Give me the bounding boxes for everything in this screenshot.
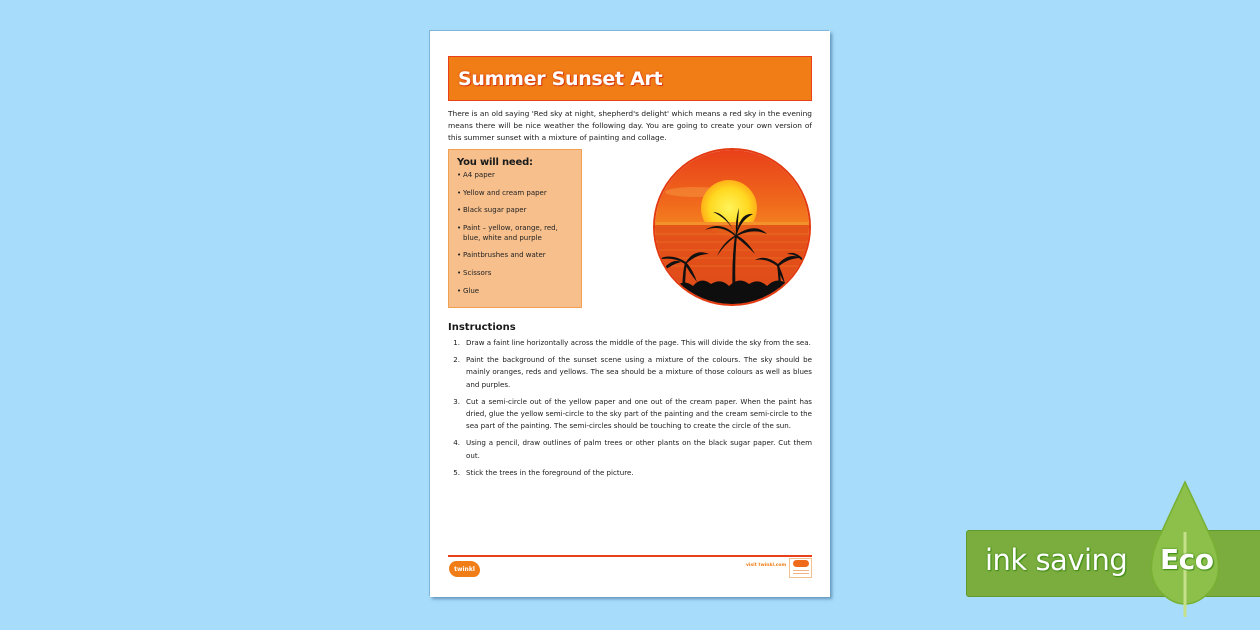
quality-badge-icon xyxy=(789,558,812,578)
page-title: Summer Sunset Art xyxy=(458,67,663,90)
instructions-list xyxy=(448,337,812,484)
you-will-need-box xyxy=(448,149,582,308)
needs-list xyxy=(457,170,573,296)
intro-paragraph: There is an old saying 'Red sky at night, shepherd's delight' which means a red sky in the evening means there will be nice weather the following day. You are going to create your own version of this summer sunset with a mixture of painting and collage. xyxy=(448,109,812,142)
instruction-step xyxy=(448,396,812,433)
step-text: Draw a faint line horizontally across the middle of the page. This will divide the sky from the sea. xyxy=(466,338,811,347)
sunset-palm-illustration xyxy=(655,150,809,304)
footer-divider xyxy=(448,555,812,557)
instruction-step xyxy=(448,354,812,391)
eco-label: Eco xyxy=(1160,543,1214,576)
needs-item: • Paintbrushes and water xyxy=(457,250,573,260)
ink-saving-label: ink saving xyxy=(985,543,1128,577)
needs-item: • Yellow and cream paper xyxy=(457,188,573,198)
instructions-heading: Instructions xyxy=(448,322,516,333)
step-number: 1. xyxy=(453,338,460,347)
needs-item: • A4 paper xyxy=(457,170,573,180)
step-number: 2. xyxy=(453,355,460,365)
step-number: 4. xyxy=(453,438,460,448)
step-number: 5. xyxy=(453,467,460,477)
step-text: Stick the trees in the foreground of the picture. xyxy=(466,467,634,477)
footer-url: visit twinkl.com xyxy=(746,563,787,568)
needs-heading: You will need: xyxy=(457,157,533,168)
step-number: 3. xyxy=(453,396,460,406)
needs-item: • Paint – yellow, orange, red, blue, white and purple xyxy=(457,223,573,243)
instruction-step xyxy=(448,437,812,461)
needs-item: • Black sugar paper xyxy=(457,205,573,215)
sunset-image xyxy=(653,148,811,306)
worksheet-page xyxy=(430,31,830,597)
step-text: Using a pencil, draw outlines of palm trees or other plants on the black sugar paper. Cut them out. xyxy=(466,438,812,460)
instruction-step xyxy=(448,337,812,349)
title-bar xyxy=(448,56,812,101)
badge-lines xyxy=(793,570,809,571)
step-text: Paint the background of the sunset scene using a mixture of the colours. The sky should be mainly oranges, reds and yellows. The sea should be a mixture of those colours as well as blues and purples. xyxy=(466,355,812,389)
needs-item: • Glue xyxy=(457,286,573,296)
badge-logo-shape xyxy=(793,560,809,567)
twinkl-logo: twinkl xyxy=(449,561,480,577)
instruction-step xyxy=(448,467,812,479)
needs-item: • Scissors xyxy=(457,268,573,278)
step-text: Cut a semi-circle out of the yellow paper and one out of the cream paper. When the paint has dried, glue the yellow semi-circle to the sky part of the painting and the cream semi-circle to the sea part of the painting. The semi-circles should be touching to create the circle of the sun. xyxy=(466,396,812,431)
